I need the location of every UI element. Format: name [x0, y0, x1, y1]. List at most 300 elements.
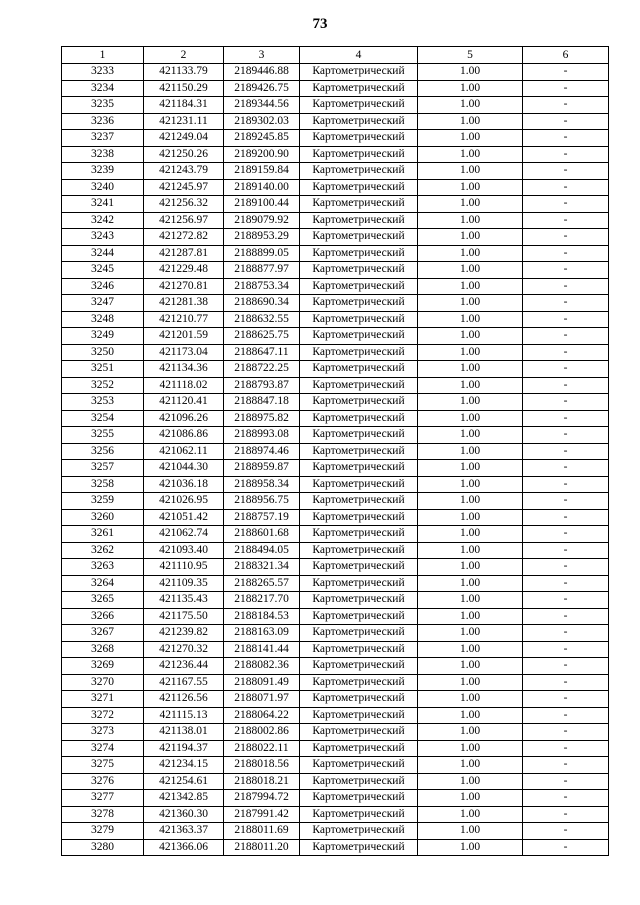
table-row — [62, 806, 609, 823]
table-row — [62, 410, 609, 427]
x-coordinate-cell: 421229.48 — [144, 262, 224, 279]
x-coordinate-cell: 421036.18 — [144, 476, 224, 493]
note-cell: - — [523, 311, 609, 328]
table-row — [62, 823, 609, 840]
method-cell: Картометрический — [300, 311, 418, 328]
y-coordinate-cell: 2188953.29 — [224, 229, 300, 246]
accuracy-cell: 1.00 — [418, 377, 523, 394]
note-cell: - — [523, 196, 609, 213]
accuracy-cell: 1.00 — [418, 361, 523, 378]
accuracy-cell: 1.00 — [418, 691, 523, 708]
table-row — [62, 278, 609, 295]
method-cell: Картометрический — [300, 196, 418, 213]
method-cell: Картометрический — [300, 691, 418, 708]
y-coordinate-cell: 2188757.19 — [224, 509, 300, 526]
accuracy-cell: 1.00 — [418, 773, 523, 790]
method-cell: Картометрический — [300, 658, 418, 675]
table-row — [62, 262, 609, 279]
method-cell: Картометрический — [300, 493, 418, 510]
table-row — [62, 691, 609, 708]
accuracy-cell: 1.00 — [418, 839, 523, 856]
header-cell-1: 1 — [62, 47, 144, 64]
accuracy-cell: 1.00 — [418, 130, 523, 147]
method-cell: Картометрический — [300, 757, 418, 774]
y-coordinate-cell: 2188071.97 — [224, 691, 300, 708]
accuracy-cell: 1.00 — [418, 229, 523, 246]
point-number-cell: 3243 — [62, 229, 144, 246]
accuracy-cell: 1.00 — [418, 592, 523, 609]
point-number-cell: 3272 — [62, 707, 144, 724]
point-number-cell: 3261 — [62, 526, 144, 543]
x-coordinate-cell: 421256.97 — [144, 212, 224, 229]
note-cell: - — [523, 361, 609, 378]
x-coordinate-cell: 421201.59 — [144, 328, 224, 345]
table-row — [62, 575, 609, 592]
method-cell: Картометрический — [300, 559, 418, 576]
point-number-cell: 3254 — [62, 410, 144, 427]
x-coordinate-cell: 421231.11 — [144, 113, 224, 130]
table-row — [62, 625, 609, 642]
y-coordinate-cell: 2189446.88 — [224, 64, 300, 81]
accuracy-cell: 1.00 — [418, 674, 523, 691]
x-coordinate-cell: 421363.37 — [144, 823, 224, 840]
x-coordinate-cell: 421120.41 — [144, 394, 224, 411]
table-row — [62, 674, 609, 691]
method-cell: Картометрический — [300, 740, 418, 757]
point-number-cell: 3265 — [62, 592, 144, 609]
note-cell: - — [523, 427, 609, 444]
method-cell: Картометрический — [300, 526, 418, 543]
point-number-cell: 3236 — [62, 113, 144, 130]
x-coordinate-cell: 421272.82 — [144, 229, 224, 246]
table-row — [62, 97, 609, 114]
y-coordinate-cell: 2189100.44 — [224, 196, 300, 213]
accuracy-cell: 1.00 — [418, 427, 523, 444]
y-coordinate-cell: 2188956.75 — [224, 493, 300, 510]
table-row — [62, 179, 609, 196]
point-number-cell: 3238 — [62, 146, 144, 163]
method-cell: Картометрический — [300, 641, 418, 658]
y-coordinate-cell: 2188082.36 — [224, 658, 300, 675]
accuracy-cell: 1.00 — [418, 509, 523, 526]
y-coordinate-cell: 2187994.72 — [224, 790, 300, 807]
x-coordinate-cell: 421194.37 — [144, 740, 224, 757]
note-cell: - — [523, 328, 609, 345]
table-row — [62, 509, 609, 526]
accuracy-cell: 1.00 — [418, 278, 523, 295]
accuracy-cell: 1.00 — [418, 64, 523, 81]
accuracy-cell: 1.00 — [418, 262, 523, 279]
table-row — [62, 559, 609, 576]
note-cell: - — [523, 641, 609, 658]
coordinates-table — [61, 46, 609, 856]
note-cell: - — [523, 295, 609, 312]
x-coordinate-cell: 421236.44 — [144, 658, 224, 675]
table-row — [62, 328, 609, 345]
note-cell: - — [523, 130, 609, 147]
note-cell: - — [523, 262, 609, 279]
note-cell: - — [523, 542, 609, 559]
note-cell: - — [523, 691, 609, 708]
y-coordinate-cell: 2189302.03 — [224, 113, 300, 130]
y-coordinate-cell: 2188011.20 — [224, 839, 300, 856]
note-cell: - — [523, 344, 609, 361]
accuracy-cell: 1.00 — [418, 179, 523, 196]
table-row — [62, 476, 609, 493]
method-cell: Картометрический — [300, 724, 418, 741]
note-cell: - — [523, 773, 609, 790]
accuracy-cell: 1.00 — [418, 410, 523, 427]
method-cell: Картометрический — [300, 245, 418, 262]
x-coordinate-cell: 421086.86 — [144, 427, 224, 444]
note-cell: - — [523, 823, 609, 840]
point-number-cell: 3262 — [62, 542, 144, 559]
x-coordinate-cell: 421026.95 — [144, 493, 224, 510]
note-cell: - — [523, 245, 609, 262]
table-row — [62, 526, 609, 543]
table-row — [62, 608, 609, 625]
table-row — [62, 113, 609, 130]
accuracy-cell: 1.00 — [418, 443, 523, 460]
accuracy-cell: 1.00 — [418, 394, 523, 411]
header-row — [62, 47, 609, 64]
method-cell: Картометрический — [300, 328, 418, 345]
x-coordinate-cell: 421109.35 — [144, 575, 224, 592]
method-cell: Картометрический — [300, 443, 418, 460]
x-coordinate-cell: 421250.26 — [144, 146, 224, 163]
method-cell: Картометрический — [300, 80, 418, 97]
y-coordinate-cell: 2188632.55 — [224, 311, 300, 328]
point-number-cell: 3266 — [62, 608, 144, 625]
y-coordinate-cell: 2189200.90 — [224, 146, 300, 163]
point-number-cell: 3237 — [62, 130, 144, 147]
x-coordinate-cell: 421110.95 — [144, 559, 224, 576]
y-coordinate-cell: 2189245.85 — [224, 130, 300, 147]
note-cell: - — [523, 377, 609, 394]
x-coordinate-cell: 421118.02 — [144, 377, 224, 394]
point-number-cell: 3274 — [62, 740, 144, 757]
y-coordinate-cell: 2188625.75 — [224, 328, 300, 345]
accuracy-cell: 1.00 — [418, 311, 523, 328]
point-number-cell: 3271 — [62, 691, 144, 708]
point-number-cell: 3260 — [62, 509, 144, 526]
note-cell: - — [523, 64, 609, 81]
header-cell-3: 3 — [224, 47, 300, 64]
table-row — [62, 394, 609, 411]
y-coordinate-cell: 2187991.42 — [224, 806, 300, 823]
point-number-cell: 3267 — [62, 625, 144, 642]
y-coordinate-cell: 2189344.56 — [224, 97, 300, 114]
table-row — [62, 80, 609, 97]
note-cell: - — [523, 790, 609, 807]
note-cell: - — [523, 229, 609, 246]
point-number-cell: 3246 — [62, 278, 144, 295]
method-cell: Картометрический — [300, 806, 418, 823]
table-row — [62, 460, 609, 477]
y-coordinate-cell: 2188601.68 — [224, 526, 300, 543]
point-number-cell: 3234 — [62, 80, 144, 97]
accuracy-cell: 1.00 — [418, 757, 523, 774]
point-number-cell: 3247 — [62, 295, 144, 312]
note-cell: - — [523, 559, 609, 576]
accuracy-cell: 1.00 — [418, 526, 523, 543]
method-cell: Картометрический — [300, 113, 418, 130]
header-cell-6: 6 — [523, 47, 609, 64]
note-cell: - — [523, 740, 609, 757]
x-coordinate-cell: 421051.42 — [144, 509, 224, 526]
x-coordinate-cell: 421062.74 — [144, 526, 224, 543]
table-row — [62, 344, 609, 361]
table-row — [62, 163, 609, 180]
method-cell: Картометрический — [300, 262, 418, 279]
y-coordinate-cell: 2188141.44 — [224, 641, 300, 658]
method-cell: Картометрический — [300, 427, 418, 444]
table-row — [62, 64, 609, 81]
note-cell: - — [523, 509, 609, 526]
y-coordinate-cell: 2188018.56 — [224, 757, 300, 774]
accuracy-cell: 1.00 — [418, 328, 523, 345]
note-cell: - — [523, 212, 609, 229]
accuracy-cell: 1.00 — [418, 212, 523, 229]
x-coordinate-cell: 421249.04 — [144, 130, 224, 147]
accuracy-cell: 1.00 — [418, 476, 523, 493]
table-body — [62, 64, 609, 856]
y-coordinate-cell: 2188993.08 — [224, 427, 300, 444]
accuracy-cell: 1.00 — [418, 295, 523, 312]
y-coordinate-cell: 2188091.49 — [224, 674, 300, 691]
y-coordinate-cell: 2188877.97 — [224, 262, 300, 279]
point-number-cell: 3258 — [62, 476, 144, 493]
y-coordinate-cell: 2188753.34 — [224, 278, 300, 295]
y-coordinate-cell: 2188647.11 — [224, 344, 300, 361]
y-coordinate-cell: 2188265.57 — [224, 575, 300, 592]
table-row — [62, 212, 609, 229]
accuracy-cell: 1.00 — [418, 823, 523, 840]
accuracy-cell: 1.00 — [418, 625, 523, 642]
page-number: 73 — [312, 16, 328, 32]
note-cell: - — [523, 80, 609, 97]
note-cell: - — [523, 394, 609, 411]
point-number-cell: 3276 — [62, 773, 144, 790]
note-cell: - — [523, 443, 609, 460]
note-cell: - — [523, 163, 609, 180]
table-row — [62, 493, 609, 510]
x-coordinate-cell: 421254.61 — [144, 773, 224, 790]
header-cell-2: 2 — [144, 47, 224, 64]
note-cell: - — [523, 575, 609, 592]
note-cell: - — [523, 460, 609, 477]
method-cell: Картометрический — [300, 229, 418, 246]
accuracy-cell: 1.00 — [418, 641, 523, 658]
point-number-cell: 3273 — [62, 724, 144, 741]
note-cell: - — [523, 493, 609, 510]
y-coordinate-cell: 2188975.82 — [224, 410, 300, 427]
y-coordinate-cell: 2188184.53 — [224, 608, 300, 625]
accuracy-cell: 1.00 — [418, 707, 523, 724]
x-coordinate-cell: 421360.30 — [144, 806, 224, 823]
method-cell: Картометрический — [300, 823, 418, 840]
note-cell: - — [523, 839, 609, 856]
method-cell: Картометрический — [300, 394, 418, 411]
x-coordinate-cell: 421175.50 — [144, 608, 224, 625]
point-number-cell: 3241 — [62, 196, 144, 213]
point-number-cell: 3250 — [62, 344, 144, 361]
accuracy-cell: 1.00 — [418, 80, 523, 97]
y-coordinate-cell: 2188958.34 — [224, 476, 300, 493]
x-coordinate-cell: 421210.77 — [144, 311, 224, 328]
note-cell: - — [523, 146, 609, 163]
note-cell: - — [523, 179, 609, 196]
point-number-cell: 3259 — [62, 493, 144, 510]
method-cell: Картометрический — [300, 542, 418, 559]
point-number-cell: 3270 — [62, 674, 144, 691]
method-cell: Картометрический — [300, 377, 418, 394]
table-row — [62, 311, 609, 328]
y-coordinate-cell: 2188002.86 — [224, 724, 300, 741]
method-cell: Картометрический — [300, 460, 418, 477]
accuracy-cell: 1.00 — [418, 724, 523, 741]
point-number-cell: 3269 — [62, 658, 144, 675]
note-cell: - — [523, 658, 609, 675]
x-coordinate-cell: 421270.32 — [144, 641, 224, 658]
table-row — [62, 707, 609, 724]
header-cell-4: 4 — [300, 47, 418, 64]
method-cell: Картометрический — [300, 163, 418, 180]
point-number-cell: 3233 — [62, 64, 144, 81]
accuracy-cell: 1.00 — [418, 146, 523, 163]
table-row — [62, 245, 609, 262]
method-cell: Картометрический — [300, 295, 418, 312]
method-cell: Картометрический — [300, 344, 418, 361]
method-cell: Картометрический — [300, 410, 418, 427]
table-row — [62, 427, 609, 444]
y-coordinate-cell: 2188847.18 — [224, 394, 300, 411]
method-cell: Картометрический — [300, 146, 418, 163]
accuracy-cell: 1.00 — [418, 806, 523, 823]
table-row — [62, 361, 609, 378]
table-row — [62, 542, 609, 559]
method-cell: Картометрический — [300, 64, 418, 81]
accuracy-cell: 1.00 — [418, 460, 523, 477]
accuracy-cell: 1.00 — [418, 740, 523, 757]
y-coordinate-cell: 2188494.05 — [224, 542, 300, 559]
point-number-cell: 3275 — [62, 757, 144, 774]
method-cell: Картометрический — [300, 212, 418, 229]
method-cell: Картометрический — [300, 278, 418, 295]
point-number-cell: 3251 — [62, 361, 144, 378]
method-cell: Картометрический — [300, 179, 418, 196]
x-coordinate-cell: 421062.11 — [144, 443, 224, 460]
point-number-cell: 3255 — [62, 427, 144, 444]
point-number-cell: 3277 — [62, 790, 144, 807]
point-number-cell: 3252 — [62, 377, 144, 394]
y-coordinate-cell: 2188011.69 — [224, 823, 300, 840]
y-coordinate-cell: 2188690.34 — [224, 295, 300, 312]
point-number-cell: 3245 — [62, 262, 144, 279]
note-cell: - — [523, 724, 609, 741]
table-row — [62, 295, 609, 312]
point-number-cell: 3235 — [62, 97, 144, 114]
accuracy-cell: 1.00 — [418, 97, 523, 114]
y-coordinate-cell: 2188022.11 — [224, 740, 300, 757]
table-row — [62, 377, 609, 394]
table-row — [62, 740, 609, 757]
x-coordinate-cell: 421134.36 — [144, 361, 224, 378]
note-cell: - — [523, 97, 609, 114]
note-cell: - — [523, 674, 609, 691]
point-number-cell: 3244 — [62, 245, 144, 262]
y-coordinate-cell: 2188959.87 — [224, 460, 300, 477]
x-coordinate-cell: 421245.97 — [144, 179, 224, 196]
y-coordinate-cell: 2188793.87 — [224, 377, 300, 394]
table-row — [62, 641, 609, 658]
x-coordinate-cell: 421256.32 — [144, 196, 224, 213]
point-number-cell: 3263 — [62, 559, 144, 576]
table-row — [62, 658, 609, 675]
table-row — [62, 443, 609, 460]
header-cell-5: 5 — [418, 47, 523, 64]
note-cell: - — [523, 113, 609, 130]
accuracy-cell: 1.00 — [418, 344, 523, 361]
x-coordinate-cell: 421239.82 — [144, 625, 224, 642]
x-coordinate-cell: 421096.26 — [144, 410, 224, 427]
method-cell: Картометрический — [300, 625, 418, 642]
x-coordinate-cell: 421150.29 — [144, 80, 224, 97]
table-row — [62, 839, 609, 856]
table-row — [62, 229, 609, 246]
accuracy-cell: 1.00 — [418, 163, 523, 180]
point-number-cell: 3242 — [62, 212, 144, 229]
x-coordinate-cell: 421243.79 — [144, 163, 224, 180]
method-cell: Картометрический — [300, 773, 418, 790]
method-cell: Картометрический — [300, 839, 418, 856]
x-coordinate-cell: 421173.04 — [144, 344, 224, 361]
method-cell: Картометрический — [300, 790, 418, 807]
method-cell: Картометрический — [300, 476, 418, 493]
accuracy-cell: 1.00 — [418, 658, 523, 675]
accuracy-cell: 1.00 — [418, 575, 523, 592]
y-coordinate-cell: 2189140.00 — [224, 179, 300, 196]
x-coordinate-cell: 421115.13 — [144, 707, 224, 724]
table-row — [62, 757, 609, 774]
x-coordinate-cell: 421366.06 — [144, 839, 224, 856]
table-row — [62, 130, 609, 147]
accuracy-cell: 1.00 — [418, 608, 523, 625]
note-cell: - — [523, 476, 609, 493]
point-number-cell: 3280 — [62, 839, 144, 856]
y-coordinate-cell: 2188018.21 — [224, 773, 300, 790]
note-cell: - — [523, 526, 609, 543]
table-row — [62, 146, 609, 163]
y-coordinate-cell: 2188217.70 — [224, 592, 300, 609]
point-number-cell: 3249 — [62, 328, 144, 345]
point-number-cell: 3253 — [62, 394, 144, 411]
x-coordinate-cell: 421126.56 — [144, 691, 224, 708]
method-cell: Картометрический — [300, 575, 418, 592]
accuracy-cell: 1.00 — [418, 113, 523, 130]
accuracy-cell: 1.00 — [418, 559, 523, 576]
y-coordinate-cell: 2188321.34 — [224, 559, 300, 576]
x-coordinate-cell: 421135.43 — [144, 592, 224, 609]
point-number-cell: 3248 — [62, 311, 144, 328]
x-coordinate-cell: 421184.31 — [144, 97, 224, 114]
x-coordinate-cell: 421234.15 — [144, 757, 224, 774]
accuracy-cell: 1.00 — [418, 790, 523, 807]
accuracy-cell: 1.00 — [418, 542, 523, 559]
note-cell: - — [523, 278, 609, 295]
y-coordinate-cell: 2189079.92 — [224, 212, 300, 229]
note-cell: - — [523, 806, 609, 823]
